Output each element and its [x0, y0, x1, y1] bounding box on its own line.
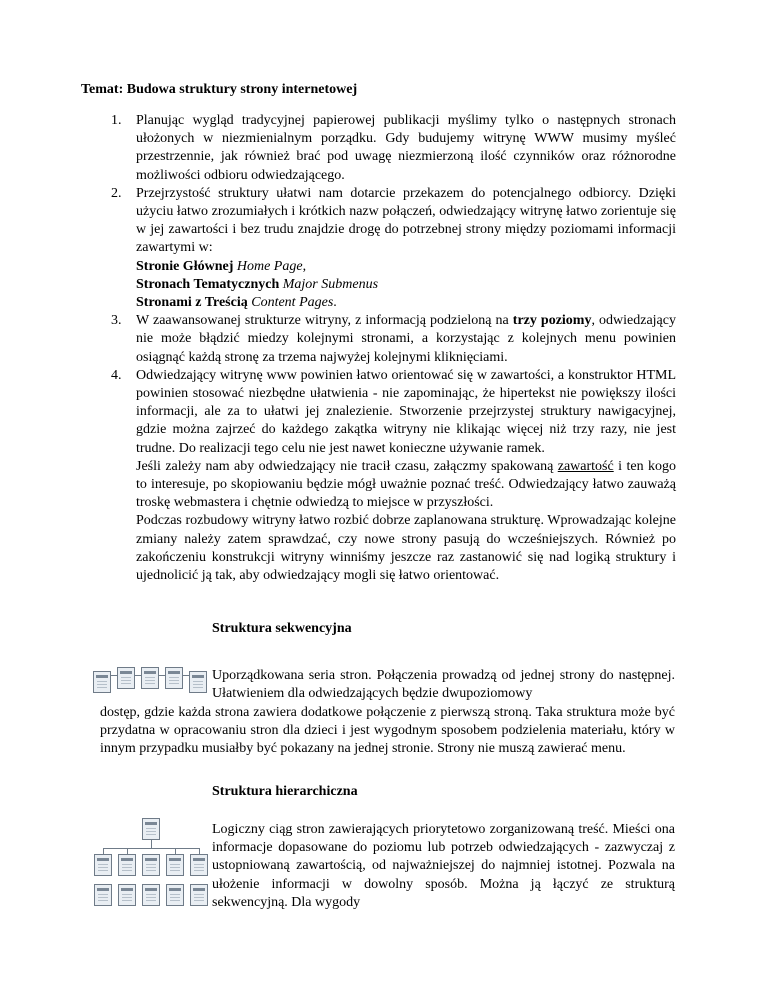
- section-heading-hierarchical: Struktura hierarchiczna: [212, 784, 358, 799]
- section-heading-sequential: Struktura sekwencyjna: [212, 621, 352, 636]
- sequential-text: dostęp, gdzie każda strona zawiera dodatkowe połączenie z pierwszą stroną. Taka struktura może być przydatna w opracowaniu stron dla dzieci i jest wygodnym sposobem podzielenia materiału, który w innym przypadku musiałby być pokazany na jednej stronie. Strony nie muszą zawierać menu.: [100, 705, 675, 757]
- list-item: [111, 112, 676, 185]
- document-title: Temat: Budowa struktury strony internetowej: [81, 82, 358, 97]
- level-submenus: Stronach Tematycznych Major Submenus: [136, 276, 379, 292]
- list-number: 2.: [111, 185, 122, 201]
- list-number: 3.: [111, 313, 122, 329]
- list-item-text: Odwiedzający witrynę www powinien łatwo orientować się w zawartości, a konstruktor HTML powinien stosować niezbędne ułatwienia - nie zapominając, że hipertekst nie powiększy ilości informacji, ale za to ułatwi jej znalezienie. Stworzenie przejrzystej struktury nawigacyjnej, gdzie można zajrzeć do każdego zakątka witryny nie klikając więcej niż trzy razy, nie jest trudne. Do realizacji tego celu nie jest nawet konieczne używanie ramek.: [136, 367, 676, 456]
- page-icon: [166, 854, 184, 876]
- page-icon: [190, 854, 208, 876]
- list-item: [111, 367, 676, 585]
- content-link[interactable]: zawartość: [557, 458, 614, 474]
- page-icon: [142, 818, 160, 840]
- page-icon: [142, 854, 160, 876]
- page-icon: [94, 884, 112, 906]
- hierarchical-text: Logiczny ciąg stron zawierających priorytetowo zorganizowaną treść. Mieści ona informacje dopasowane do poziomu lub potrzeb odwiedzających - zazwyczaj z ustopniowaną zawartością, od najważniejszej do najmniej istotnej. Pozwala na ułożenie informacji w dowolny sposób. Można ją łączyć ze strukturą sekwencyjną. Dla wygody: [212, 822, 675, 910]
- page-icon: [142, 884, 160, 906]
- page-icon: [189, 671, 207, 693]
- list-item: [111, 185, 676, 312]
- list-item: [111, 312, 676, 367]
- page-icon: [93, 671, 111, 693]
- page-icon: [118, 854, 136, 876]
- page-icon: [117, 667, 135, 689]
- numbered-list: [111, 112, 676, 585]
- page-icon: [165, 667, 183, 689]
- page-icon: [190, 884, 208, 906]
- list-item-text: Przejrzystość struktury ułatwi nam dotarcie przekazem do potencjalnego odbiorcy. Dzięki użyciu łatwo zrozumiałych i krótkich nazw połączeń, odwiedzający witrynę łatwo zorientuje się w jej zawartości i bez trudu znajdzie drogę do potrzebnej strony między poziomami informacji zawartymi w:: [136, 185, 676, 256]
- level-home: Stronie Głównej Home Page,: [136, 258, 307, 274]
- connector-line: [151, 840, 152, 848]
- list-number: 4.: [111, 367, 122, 383]
- list-number: 1.: [111, 113, 122, 128]
- list-item-text: Jeśli zależy nam aby odwiedzający nie tracił czasu, załączmy spakowaną zawartość i ten kogo to interesuje, po skopiowaniu będzie mógł uważnie poznać treść. Odwiedzający łatwo zauważą troskę webmastera i chętnie odwiedzą to miejsce w przyszłości.: [136, 458, 676, 511]
- list-item-text: Planując wygląd tradycyjnej papierowej publikacji myślimy tylko o następnych stronach ułożonych w niezmienialnym porządku. Gdy budujemy witrynę WWW musimy myśleć przestrzennie, jak również brać pod uwagę niezmierzoną ilość czynników oraz różnorodne możliwości odbioru odwiedzającego.: [136, 113, 676, 183]
- page-icon: [94, 854, 112, 876]
- page-icon: [166, 884, 184, 906]
- list-item-text: W zaawansowanej strukturze witryny, z informacją podzieloną na trzy poziomy, odwiedzający nie może błądzić miedzy kolejnymi stronami, a korzystając z kolejnych menu powinien osiągnąć każdą stronę za trzema najwyżej kolejnymi kliknięciami.: [136, 313, 676, 365]
- page-icon: [118, 884, 136, 906]
- sequential-intro: Uporządkowana seria stron. Połączenia prowadzą od jednej strony do następnej. Ułatwieniem dla odwiedzających będzie dwupoziomowy: [212, 668, 675, 702]
- list-item-text: Podczas rozbudowy witryny łatwo rozbić dobrze zaplanowana strukturę. Wprowadzając kolejne zmiany należy zatem sprawdzać, czy nowe strony pasują do wcześniejszych. Również po zakończeniu konstrukcji witryny winniśmy jeszcze raz zastanowić się nad logiką struktury i ujednolicić ją tak, aby odwiedzający mogli się łatwo orientować.: [136, 513, 676, 584]
- level-content: Stronami z Treścią Content Pages.: [136, 295, 337, 311]
- connector-line: [103, 848, 199, 849]
- page-icon: [141, 667, 159, 689]
